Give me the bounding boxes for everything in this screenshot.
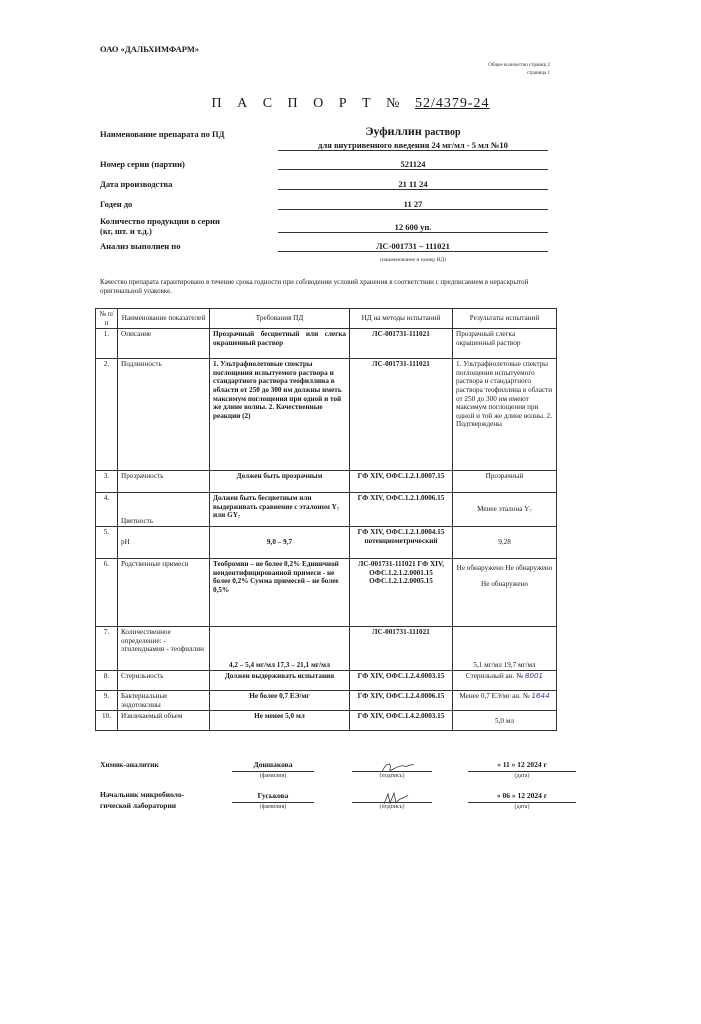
signature-caption: (подпись) — [379, 773, 405, 779]
table-cell: 9,28 — [453, 527, 557, 559]
table-cell: Менее 0,7 ЕЭ/мг ан. № 1644 — [453, 691, 557, 711]
quantity-label: Количество продукции в серии (кг, шт. и т.д.) — [100, 216, 220, 236]
table-row — [96, 359, 557, 471]
drug-form: раствор — [424, 127, 461, 138]
quantity-value: 12 600 уп. — [278, 222, 548, 233]
table-cell: Стерильность — [118, 671, 210, 691]
production-date-label: Дата производства — [100, 179, 173, 189]
table-row — [96, 493, 557, 527]
table-cell: 9,0 – 9,7 — [210, 527, 350, 559]
signature-caption: (подпись) — [379, 804, 405, 810]
passport-title: П А С П О Р Т № 52/4379-24 — [211, 96, 490, 111]
chemist-role: Химик-аналитик — [100, 760, 159, 769]
table-cell: ГФ XIV, ОФС.1.2.4.0003.15 — [350, 671, 453, 691]
table-cell: 7. — [96, 627, 118, 671]
chemist-signature-line — [352, 760, 432, 772]
production-date-value: 21 11 24 — [278, 179, 548, 190]
drug-name: Эуфиллин — [365, 124, 422, 138]
table-cell: 1. Ультрафиолетовые спектры поглощения испытуемого раствора и стандартного раствора теофиллина в области от 250 до 300 нм имеют максимум поглощения при одной и той же длине волны. 2. Подтверждены — [453, 359, 557, 471]
table-cell: 2. — [96, 359, 118, 471]
page-count-note: Общее количество страниц 2 страница 1 — [488, 63, 550, 76]
table-cell: Подлинность — [118, 359, 210, 471]
series-value: 521124 — [278, 159, 548, 170]
table-header-row — [96, 309, 557, 329]
table-cell: ЛС-001731-111021 — [350, 359, 453, 471]
date-caption: (дата) — [514, 804, 530, 810]
test-results-table — [95, 308, 557, 731]
table-cell: 6. — [96, 559, 118, 627]
microbiology-date: « 06 » 12 2024 г — [468, 791, 576, 803]
table-cell: ЛС-001731-111021 — [350, 329, 453, 359]
analysis-caption: (наименование и номер НД) — [380, 257, 446, 263]
table-cell: 3. — [96, 471, 118, 493]
handwritten-analysis-number: 1644 — [531, 691, 550, 701]
table-cell: 9. — [96, 691, 118, 711]
table-cell: 4. — [96, 493, 118, 527]
table-cell: 8. — [96, 671, 118, 691]
table-cell: Должен быть бесцветным или выдерживать сравнение с эталоном Y₇ или GY₇ — [210, 493, 350, 527]
microbiology-head-name: Гуськова — [232, 791, 314, 803]
table-cell: Описание — [118, 329, 210, 359]
table-cell: Извлекаемый объем — [118, 711, 210, 731]
table-cell: Менее эталона Y₇ — [453, 493, 557, 527]
table-cell: Прозрачный бесцветный или слегка окрашенный раствор — [210, 329, 350, 359]
table-cell: Прозрачность — [118, 471, 210, 493]
table-cell: Количественное определение: - этилендиамин - теофиллин — [118, 627, 210, 671]
table-cell: Прозрачный — [453, 471, 557, 493]
name-caption: (фамилия) — [259, 773, 287, 779]
table-cell: 1. Ультрафиолетовые спектры поглощения испытуемого раствора и стандартного раствора теофиллина в области от 250 до 300 нм должны иметь максимум поглощения при одной и той же длине волны. 2. Качественные реакции (2) — [210, 359, 350, 471]
passport-number: 52/4379-24 — [414, 96, 490, 111]
expiry-value: 11 27 — [278, 199, 548, 210]
chemist-name: Доншакова — [232, 760, 314, 772]
table-cell: Цветность — [118, 493, 210, 527]
header-cell: НД на методы испытаний — [350, 309, 453, 329]
table-row — [96, 671, 557, 691]
header-cell: № п/п — [96, 309, 118, 329]
drug-name-block — [278, 124, 548, 151]
series-label: Номер серии (партии) — [100, 159, 185, 169]
date-caption: (дата) — [514, 773, 530, 779]
header-cell: Результаты испытаний — [453, 309, 557, 329]
table-row — [96, 527, 557, 559]
table-cell: 1. — [96, 329, 118, 359]
table-cell: ГФ XIV, ОФС.1.2.1.0006.15 — [350, 493, 453, 527]
microbiology-head-role: Начальник микробиоло- гической лаборатории — [100, 790, 185, 810]
table-cell: Бактериальные эндотоксины — [118, 691, 210, 711]
table-cell: Родственные примеси — [118, 559, 210, 627]
table-cell: Не менее 5,0 мл — [210, 711, 350, 731]
table-cell: Не обнаружено Не обнаружено Не обнаружено — [453, 559, 557, 627]
table-cell: Не более 0,7 ЕЭ/мг — [210, 691, 350, 711]
name-caption: (фамилия) — [259, 804, 287, 810]
signature-scribble — [352, 791, 432, 805]
signature-scribble — [352, 760, 432, 774]
expiry-label: Годен до — [100, 199, 133, 209]
microbiology-signature-line — [352, 791, 432, 803]
table-cell: Теобромин – не более 0,2% Единичной неидентифицированной примеси - не более 0,2% Сумма примесей – не более 0,5% — [210, 559, 350, 627]
table-row — [96, 627, 557, 671]
header-cell: Требования ПД — [210, 309, 350, 329]
table-row — [96, 329, 557, 359]
table-cell: 10. — [96, 711, 118, 731]
table-cell: ЛС-001731-111021 — [350, 627, 453, 671]
table-cell: 5. — [96, 527, 118, 559]
table-row — [96, 711, 557, 731]
drug-description: для внутривенного введения 24 мг/мл - 5 мл №10 — [278, 140, 548, 151]
quality-note: Качество препарата гарантировано в течение срока годности при соблюдении условий хранения в соответствии с предписанием в нераскрытой оригинальной упаковке. — [100, 278, 529, 295]
table-row — [96, 471, 557, 493]
table-cell: ГФ XIV, ОФС.1.4.2.0003.15 — [350, 711, 453, 731]
table-cell: ГФ XIV, ОФС.1.2.4.0006.15 — [350, 691, 453, 711]
table-cell: ГФ XIV, ОФС.1.2.1.0007.15 — [350, 471, 453, 493]
handwritten-analysis-number: 8001 — [524, 671, 544, 681]
table-cell: 5,1 мг/мл 19,7 мг/мл — [453, 627, 557, 671]
drug-label: Наименование препарата по ПД — [100, 129, 225, 139]
table-cell: Стерильный ан. № 8001 — [453, 671, 557, 691]
table-cell: Прозрачный слегка окрашенный раствор — [453, 329, 557, 359]
header-cell: Наименование показателей — [118, 309, 210, 329]
table-cell: 5,0 мл — [453, 711, 557, 731]
chemist-date: « 11 » 12 2024 г — [468, 760, 576, 772]
company-name: ОАО «ДАЛЬХИМФАРМ» — [100, 44, 200, 54]
table-cell: ГФ XIV, ОФС.1.2.1.0004.15 потенциометрический — [350, 527, 453, 559]
table-row — [96, 691, 557, 711]
table-cell: Должен выдерживать испытания — [210, 671, 350, 691]
table-cell: 4,2 – 5,4 мг/мл 17,3 – 21,1 мг/мл — [210, 627, 350, 671]
table-cell: Должен быть прозрачным — [210, 471, 350, 493]
table-row — [96, 559, 557, 627]
table-cell: pH — [118, 527, 210, 559]
table-cell: ЛС-001731-111021 ГФ XIV, ОФС.1.2.1.2.0001.15 ОФС.1.2.1.2.0005.15 — [350, 559, 453, 627]
analysis-label: Анализ выполнен по — [100, 241, 181, 251]
analysis-value: ЛС-001731 – 111021 — [278, 241, 548, 252]
